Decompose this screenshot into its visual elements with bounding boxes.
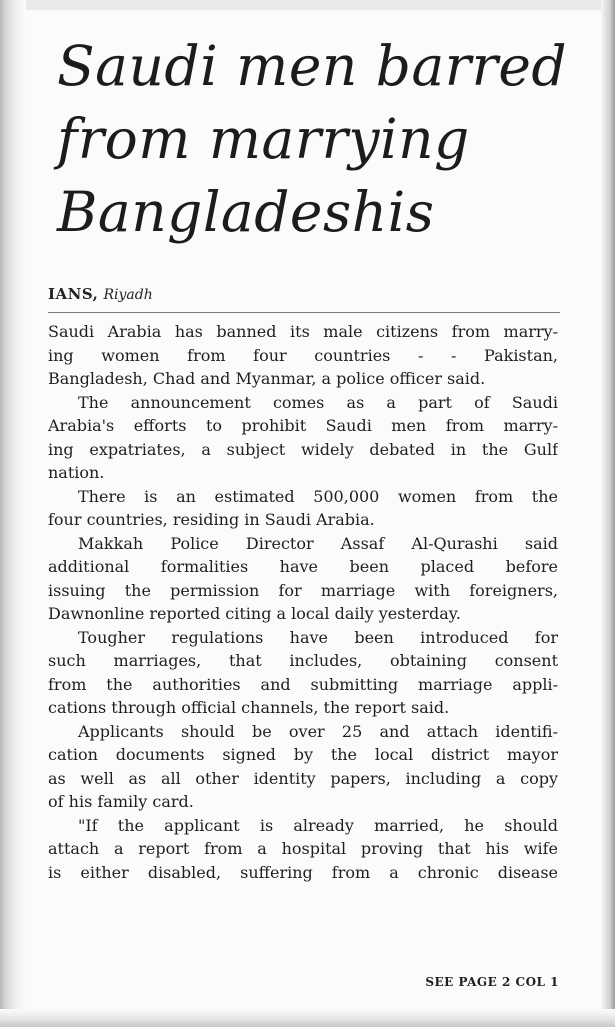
- article-line: Arabia's efforts to prohibit Saudi men from marry-: [48, 416, 558, 435]
- headline-line-3: Bangladeshis: [57, 180, 435, 244]
- article-line: The announcement comes as a part of Saudi: [78, 392, 558, 412]
- article-line: as well as all other identity papers, including a copy: [48, 768, 558, 788]
- article-line: attach a report from a hospital proving that his wife: [48, 839, 558, 858]
- article-line: Tougher regulations have been introduced for: [78, 627, 558, 647]
- article-line: Dawnonline reported citing a local daily yesterday.: [48, 604, 461, 623]
- article-line: There is an estimated 500,000 women from the: [78, 486, 558, 506]
- article-line: ing expatriates, a subject widely debated in the Gulf: [48, 439, 558, 459]
- page-bottom-edge: [0, 1009, 615, 1027]
- article-line: ing women from four countries - - Pakistan,: [48, 345, 558, 365]
- article-line: Applicants should be over 25 and attach identifi-: [78, 721, 558, 741]
- article-line: Saudi Arabia has banned its male citizens from marry-: [48, 322, 558, 341]
- article-line: Makkah Police Director Assaf Al-Qurashi said: [78, 533, 558, 553]
- article-body: [48, 320, 558, 884]
- article-line: cations through official channels, the report said.: [48, 698, 450, 717]
- article-line: from the authorities and submitting marriage appli-: [48, 674, 558, 694]
- byline: [48, 284, 153, 303]
- article-line: Bangladesh, Chad and Myanmar, a police officer said.: [48, 369, 486, 388]
- page-left-edge: [0, 0, 26, 1027]
- article-line: such marriages, that includes, obtaining consent: [48, 651, 558, 670]
- page-right-edge: [601, 0, 615, 1027]
- article-line: issuing the permission for marriage with foreigners,: [48, 580, 558, 600]
- article-line: nation.: [48, 463, 105, 482]
- page-top-edge: [0, 0, 615, 10]
- byline-place: Riyadh: [103, 287, 153, 303]
- article-line: is either disabled, suffering from a chronic disease: [48, 862, 558, 882]
- continuation-note: SEE PAGE 2 COL 1: [425, 975, 559, 989]
- headline-line-1: Saudi men barred: [57, 34, 568, 98]
- byline-divider: [48, 312, 560, 313]
- article-line: cation documents signed by the local district mayor: [48, 745, 558, 764]
- headline-line-2: from marrying: [57, 107, 470, 171]
- article-line: four countries, residing in Saudi Arabia.: [48, 510, 375, 529]
- article-line: "If the applicant is already married, he should: [78, 815, 558, 835]
- article-line: of his family card.: [48, 792, 194, 811]
- article-headline: [57, 30, 577, 249]
- byline-agency: IANS,: [48, 285, 99, 303]
- article-line: additional formalities have been placed before: [48, 557, 558, 576]
